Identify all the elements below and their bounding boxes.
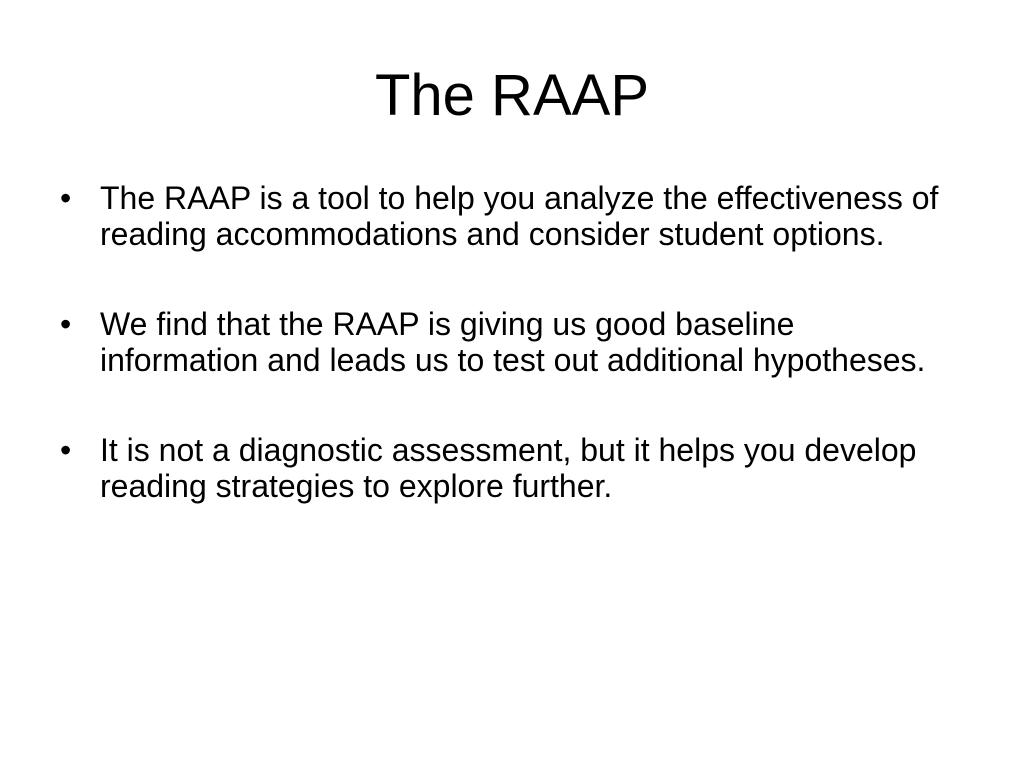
bullet-text: We find that the RAAP is giving us good baseline information and leads us to test out additional hypotheses. [100, 306, 926, 378]
bullet-item [60, 180, 960, 252]
bullet-text: The RAAP is a tool to help you analyze the effectiveness of reading accommodations and consider student options. [100, 180, 939, 252]
bullet-marker: • [60, 180, 72, 216]
bullet-marker: • [60, 432, 72, 468]
bullet-item [60, 432, 960, 504]
bullet-item [60, 306, 960, 378]
bullet-text: It is not a diagnostic assessment, but it helps you develop reading strategies to explore further. [100, 432, 917, 504]
bullet-marker: • [60, 306, 72, 342]
slide-title: The RAAP [375, 63, 649, 128]
bullet-list [60, 180, 960, 558]
